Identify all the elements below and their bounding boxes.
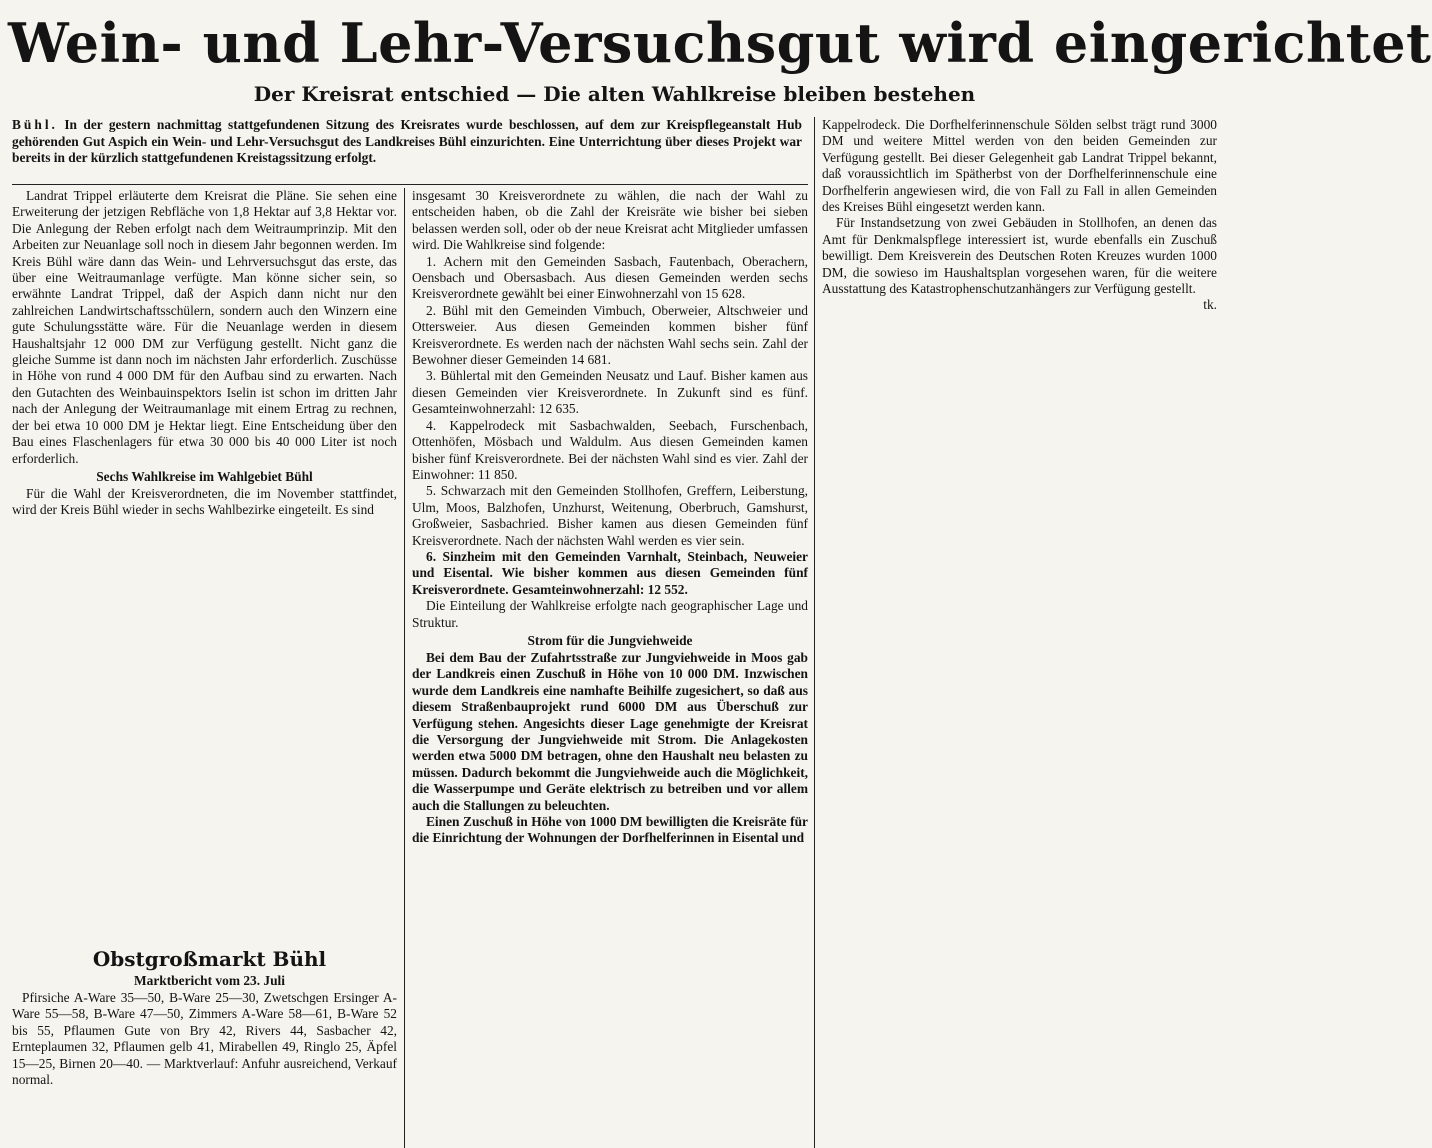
column-1-paragraph: Landrat Trippel erläuterte dem Kreisrat die Pläne. Sie sehen eine Erweiterung der jetzigen Rebfläche von 1,8 Hektar auf 3,8 Hektar vor. Die Anlegung der Reben erfolgt nach dem Weitraumprinzip. Mit den Arbeiten zur Neuanlage soll noch in diesem Jahr begonnen werden. Im Kreis Bühl wäre dann das Wein- und Lehrversuchsgut das erste, das über eine Weitraumanlage verfügte. Man könne sicher sein, so erwähnte Landrat Trippel, daß der Aspich dann nicht nur den zahlreichen Landwirtschaftsschülern, sondern auch den Winzern eine gute Schulungsstätte wäre. Für die Neuanlage werden in diesem Haushaltsjahr 12 000 DM zur Verfügung gestellt. Nicht ganz die gleiche Summe ist dann noch im nächsten Jahr erforderlich. Zuschüsse in Höhe von rund 4 000 DM für den Aufbau sind zu erwarten. Nach den Gutachten des Weinbauinspektors Iselin ist schon im dritten Jahr nach der Anlegung der Weitraumanlage mit einem Ertrag zu rechnen, der bei etwa 10 000 DM je Hektar liegt. Eine Entscheidung über den Bau eines Flaschenlagers für etwa 30 000 bis 40 000 Liter ist noch erforderlich. <box>12 188 397 466</box>
column-2-paragraph: insgesamt 30 Kreisverordnete zu wählen, die nach der Wahl zu entscheiden haben, ob die Zahl der Kreisräte wie bisher bei sieben belassen werden soll, oder ob der neue Kreisrat acht Mitglieder umfassen wird. Die Wahlkreise sind folgende: <box>412 188 808 253</box>
constituency-item: 2. Bühl mit den Gemeinden Vimbuch, Oberweier, Altschweier und Ottersweier. Aus diesen Gemeinden kommen bisher fünf Kreisverordnete. Es werden nach der nächsten Wahl sechs sein. Zahl der Bewohner dieser Gemeinden 14 681. <box>412 302 808 368</box>
column-1-subheading: Sechs Wahlkreise im Wahlgebiet Bühl <box>96 468 313 484</box>
lead-paragraph <box>12 117 802 167</box>
constituency-item: 4. Kappelrodeck mit Sasbachwalden, Seebach, Furschenbach, Ottenhöfen, Mösbach und Waldulm. Aus diesen Gemeinden kamen bisher fünf Kreisverordnete. Bei der nächsten Wahl sind es vier. Zahl der Einwohner: 11 850. <box>412 417 808 482</box>
lead-rule <box>12 184 808 185</box>
market-report <box>12 946 397 1088</box>
lead-text: In der gestern nachmittag stattgefundenen Sitzung des Kreisrates wurde beschlossen, auf dem zur Kreispflegeanstalt Hub gehörenden Gut Aspich ein Wein- und Lehr-Versuchsgut des Landkreises Bühl einzurichten. Eine Unterrichtung über dieses Projekt war bereits in der kürzlich stattgefundenen Kreistagssitzung erfolgt. <box>12 117 802 165</box>
column-2-paragraph: Bei dem Bau der Zufahrtsstraße zur Jungviehweide in Moos gab der Landkreis einen Zuschuß in Höhe von 10 000 DM. Inzwischen wurde dem Landkreis eine namhafte Beihilfe zugesichert, so daß aus diesem Straßenbauprojekt rund 6000 DM aus Überschuß zur Verfügung stehen. Angesichts dieser Lage genehmigte der Kreisrat die Versorgung der Jungviehweide mit Strom. Die Anlagekosten werden etwa 5000 DM betragen, ohne den Haushalt neu belasten zu müssen. Dadurch bekommt die Jungviehweide auch die Möglichkeit, die Wasserpumpe und Geräte elektrisch zu betreiben und vor allem auch die Stallungen zu beleuchten. <box>412 649 808 813</box>
column-rule-1 <box>404 188 405 1148</box>
constituency-item: 6. Sinzheim mit den Gemeinden Varnhalt, Steinbach, Neuweier und Eisental. Wie bisher kommen aus diesen Gemeinden fünf Kreisverordnete. Gesamteinwohnerzahl: 12 552. <box>412 548 808 597</box>
column-3-paragraph: Kappelrodeck. Die Dorfhelferinnenschule Sölden selbst trägt rund 3000 DM und weitere Mittel werden von den beiden Gemeinden zur Verfügung gestellt. Bei dieser Gelegenheit gab Landrat Trippel bekannt, daß voraussichtlich im Spätherbst von der Dorfhelferinnenschule eine Dorfhelferin angewiesen wird, die von Fall zu Fall in allen Gemeinden des Kreises Bühl eingesetzt werden kann. <box>822 117 1217 215</box>
market-report-subtitle: Marktbericht vom 23. Juli <box>134 973 285 988</box>
constituency-item: 3. Bühlertal mit den Gemeinden Neusatz und Lauf. Bisher kamen aus diesen Gemeinden vier Kreisverordnete. In Zukunft sind es fünf. Gesamteinwohnerzahl: 12 635. <box>412 368 808 417</box>
column-2 <box>412 188 808 847</box>
headline: Wein- und Lehr-Versuchsgut wird eingerichtet <box>8 11 1432 75</box>
column-3-paragraph <box>822 215 1217 313</box>
column-1-paragraph: Für die Wahl der Kreisverordneten, die im November stattfindet, wird der Kreis Bühl wieder in sechs Wahlbezirke eingeteilt. Es sind <box>12 485 397 518</box>
column-rule-2 <box>814 117 815 1148</box>
author-signature: tk. <box>1203 297 1217 313</box>
column-3-paragraph-text: Für Instandsetzung von zwei Gebäuden in Stollhofen, an denen das Amt für Denkmalspflege interessiert ist, wurde ebenfalls ein Zuschuß bewilligt. Dem Kreisverein des Deutschen Roten Kreuzes wurden 1000 DM, die sowieso im Haushaltsplan vorgesehen waren, für die weitere Ausstattung des Katastrophenschutzanhängers zur Verfügung gestellt. <box>822 215 1217 297</box>
market-report-text: Pfirsiche A-Ware 35—50, B-Ware 25—30, Zwetschgen Ersinger A-Ware 55—58, B-Ware 47—50, Zimmers A-Ware 58—61, B-Ware 52 bis 55, Pflaumen Gute von Bry 42, Rivers 44, Sasbacher 42, Ernteplaumen 32, Pflaumen gelb 41, Mirabellen 49, Ringlo 25, Äpfel 15—25, Birnen 20—40. — Marktverlauf: Anfuhr ausreichend, Verkauf normal. <box>12 990 397 1088</box>
column-3 <box>822 117 1217 314</box>
subheadline: Der Kreisrat entschied — Die alten Wahlkreise bleiben bestehen <box>253 82 976 106</box>
constituency-item: 1. Achern mit den Gemeinden Sasbach, Fautenbach, Oberachern, Oensbach und Obersasbach. Aus diesen Gemeinden werden sechs Kreisverordnete gewählt bei einer Einwohnerzahl von 15 628. <box>412 253 808 302</box>
column-2-paragraph: Die Einteilung der Wahlkreise erfolgte nach geographischer Lage und Struktur. <box>412 598 808 630</box>
column-2-subheading: Strom für die Jungviehweide <box>527 632 693 648</box>
market-report-title: Obstgroßmarkt Bühl <box>92 947 327 971</box>
lead-place: Bühl. <box>12 117 58 132</box>
column-2-paragraph: Einen Zuschuß in Höhe von 1000 DM bewilligten die Kreisräte für die Einrichtung der Wohnungen der Dorfhelferinnen in Eisental und <box>412 814 808 846</box>
constituency-item: 5. Schwarzach mit den Gemeinden Stollhofen, Greffern, Leiberstung, Ulm, Moos, Balzhofen, Unzhurst, Weitenung, Oberbruch, Gamshurst, Großweier, Sasbachried. Bisher kamen aus diesen Gemeinden fünf Kreisverordnete. Nach der nächsten Wahl werden es vier sein. <box>412 483 808 548</box>
column-1 <box>12 188 397 519</box>
